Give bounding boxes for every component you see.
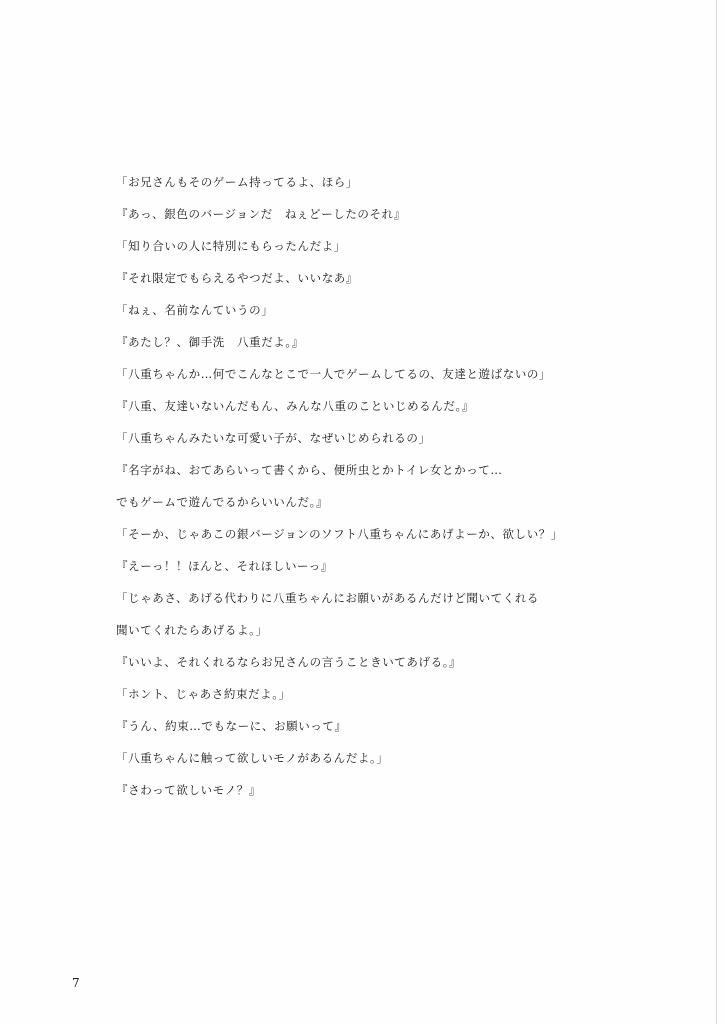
dialogue-line: 「八重ちゃんに触って欲しいモノがあるんだよ。」 <box>116 751 389 765</box>
dialogue-line: 『名字がね、おてあらいって書くから、便所虫とかトイレ女とかって… <box>116 463 503 477</box>
dialogue-line: 「そーか、じゃあこの銀バージョンのソフト八重ちゃんにあげよーか、欲しい？」 <box>116 527 564 541</box>
dialogue-line: 『うん、約束…でもなーに、お願いって』 <box>116 719 347 733</box>
dialogue-line: 「八重ちゃんみたいな可愛い子が、なぜいじめられるの」 <box>116 431 431 445</box>
dialogue-line: 『それ限定でもらえるやつだよ、いいなあ』 <box>116 271 358 285</box>
dialogue-line: 『いいよ、それくれるならお兄さんの言うこときいてあげる。』 <box>116 655 462 669</box>
dialogue-line: 「知り合いの人に特別にもらったんだよ」 <box>116 239 346 253</box>
dialogue-line: 『あっ、銀色のバージョンだ ねぇどーしたのそれ』 <box>116 207 406 221</box>
dialogue-text-block <box>116 172 706 812</box>
dialogue-line: 『あたし？、御手洗 八重だよ。』 <box>116 335 304 349</box>
dialogue-line: 「お兄さんもそのゲーム持ってるよ、ほら」 <box>116 175 358 189</box>
dialogue-line: 「じゃあさ、あげる代わりに八重ちゃんにお願いがあるんだけど聞いてくれる <box>116 591 540 605</box>
dialogue-line: 『八重、友達いないんだもん、みんな八重のこといじめるんだ。』 <box>116 399 474 413</box>
dialogue-line: 聞いてくれたらあげるよ。」 <box>116 623 268 637</box>
dialogue-line: 『さわって欲しいモノ？』 <box>116 783 261 797</box>
dialogue-line: 『えーっ！！ほんと、それほしいーっ』 <box>116 559 333 573</box>
dialogue-line: 「ねぇ、名前なんていうの」 <box>116 303 274 317</box>
dialogue-line: でもゲームで遊んでるからいいんだ。』 <box>116 495 329 509</box>
page-edge <box>716 0 717 1024</box>
page-number: 7 <box>72 976 80 990</box>
dialogue-line: 「ホント、じゃあさ約束だよ。」 <box>116 687 291 701</box>
dialogue-line: 「八重ちゃんか…何でこんなとこで一人でゲームしてるの、友達と遊ばないの」 <box>116 367 552 381</box>
